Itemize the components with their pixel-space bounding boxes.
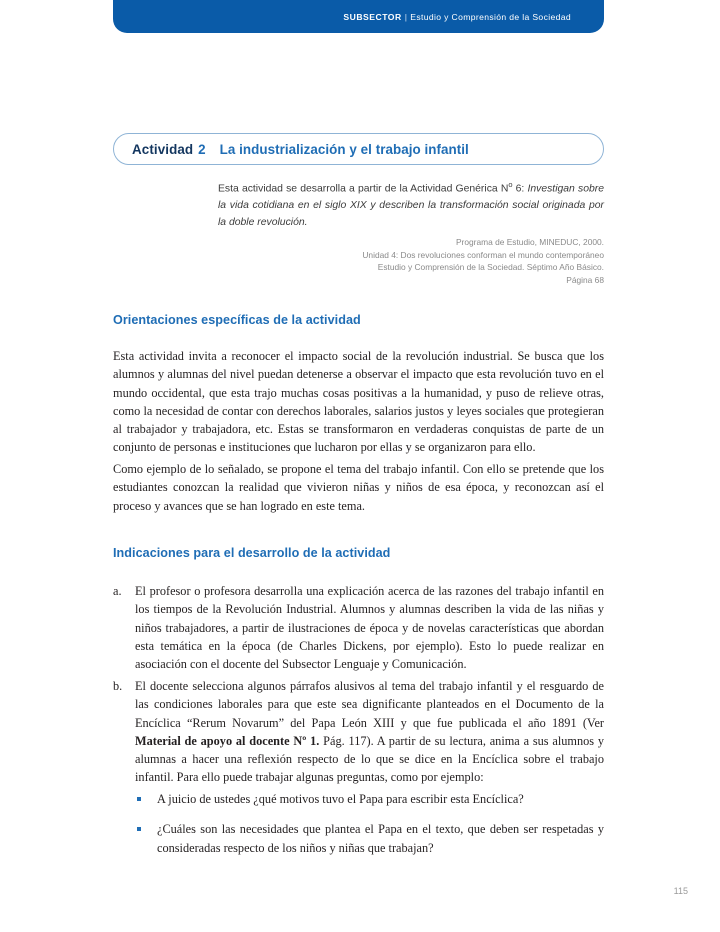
citation-line-4: Página 68 [566,274,604,285]
activity-title-box [113,133,604,165]
orientaciones-paragraph-1: Esta actividad invita a reconocer el impacto social de la revolución industrial. Se busca que los alumnos y alumnas del nivel puedan detenerse a observar el impacto que esta revolución tuvo en el mundo occidental, que esta trajo muchas cosas positivas a la humanidad, y puso de relieve otras, como la necesidad de contar con derechos laborales, salarios justos y leyes sociales que protegieran al trabajador y trabajadora, etc. Estas se transformaron en verdaderas conquistas de parte de un conjunto de personas e instituciones que lucharon por ellas y se organizaron para ello. [113,349,604,455]
subsector-banner [113,0,604,33]
instruction-item-b [113,677,604,787]
list-marker-a: a. [113,584,122,598]
instruction-item-a [113,582,604,673]
list-item [137,790,604,808]
intro-plain-prefix: Esta actividad se desarrolla a partir de la Actividad Genérica N [218,183,509,195]
list-item [113,677,604,787]
list-marker-b: b. [113,679,123,693]
page-number: 115 [673,886,688,896]
intro-plain-middle: 6: [512,183,528,195]
list-item [113,582,604,673]
list-text-b-part1: El docente selecciona algunos párrafos alusivos al tema del trabajo infantil y el resguardo de las condiciones laborales para que este sea dignificante planteados en el Documento de la Encíclica “Rerum Novarum” del Papa León XIII y que fue publicada el año 1891 (Ver [135,679,604,730]
question-list [137,790,604,869]
citation-line-2: Unidad 4: Dos revoluciones conforman el mundo contemporáneo [362,249,604,260]
question-text-1: A juicio de ustedes ¿qué motivos tuvo el Papa para escribir esta Encíclica? [157,792,524,806]
list-text-b-bold: Material de apoyo al docente Nº 1. [135,733,320,748]
intro-superscript: o [508,180,513,189]
subsector-label: SUBSECTOR [343,11,402,22]
citation-line-1: Programa de Estudio, MINEDUC, 2000. [455,237,604,247]
orientaciones-paragraph-1-wrap [113,347,604,457]
activity-title: La industrialización y el trabajo infantil [219,141,469,157]
citation-line-3: Estudio y Comprensión de la Sociedad. Séptimo Año Básico. [377,262,604,273]
subsector-name: Estudio y Comprensión de la Sociedad [410,11,571,22]
list-text-b-part2: Pág. 117). A partir de su lectura, anima a sus alumnos y alumnas a hacer una reflexión respecto de lo que se dice en la Encíclica sobre el trabajo infantil. Para ello puede trabajar algunas preguntas, como por ejemplo: [135,733,604,785]
list-text-a: El profesor o profesora desarrolla una explicación acerca de las razones del trabajo infantil en los tiempos de la Revolución Industrial. Alumnos y alumnas describen la vida de las niñas y niños trabajadores, a partir de ilustraciones de época y de novelas características que abordan esta temática en la época (de Charles Dickens, por ejemplo). Esto lo puede realizar en asociación con el docente del Subsector Lenguaje y Comunicación. [135,584,604,672]
intro-italic-text: Investigan sobre la vida cotidiana en el siglo XIX y describen la transformación social originada por la doble revolución. [218,183,604,228]
intro-paragraph [218,177,604,231]
source-citation [204,236,604,286]
list-item [137,820,604,857]
question-text-2: ¿Cuáles son las necesidades que plantea el Papa en el texto, que deben ser respetadas y consideradas respecto de los niños y niñas que trabajan? [157,822,604,855]
square-bullet-icon [137,820,157,831]
section-heading-indicaciones: Indicaciones para el desarrollo de la actividad [113,546,391,560]
activity-label: Actividad [132,141,194,157]
section-heading-orientaciones: Orientaciones específicas de la actividad [113,313,361,327]
activity-number: 2 [198,141,206,157]
orientaciones-paragraph-2: Como ejemplo de lo señalado, se propone el tema del trabajo infantil. Con ello se pretende que los estudiantes conozcan la realidad que vivieron niñas y niños de esa época, y reconozcan así el proceso y avances que se han logrado en este tema. [113,462,604,513]
banner-separator: | [404,11,408,22]
list-text-b [135,677,604,787]
orientaciones-paragraph-2-wrap [113,460,604,515]
subsector-banner-text [343,12,571,22]
square-bullet-icon [137,790,157,801]
